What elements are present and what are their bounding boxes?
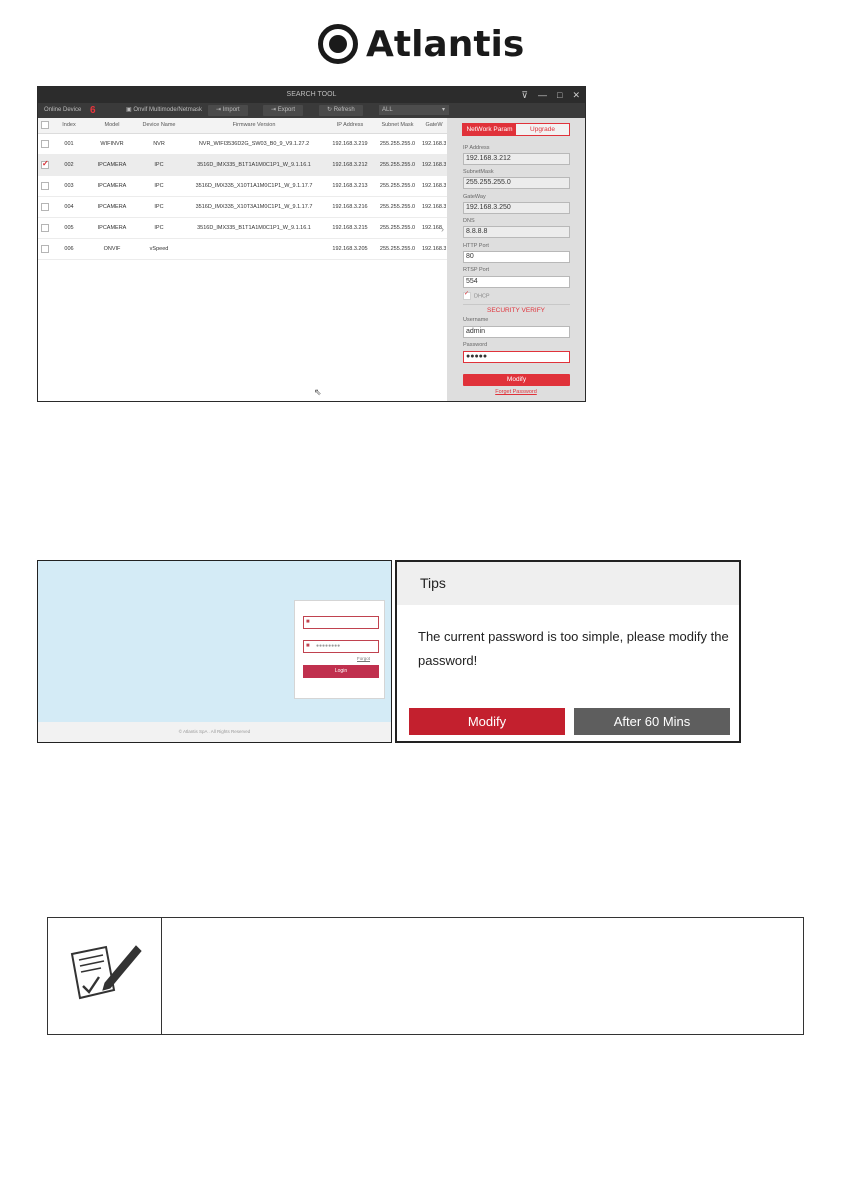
cell-name: IPC [154, 204, 164, 210]
cell-firmware: 3516D_IMX335_X10T1A1M0C1P1_W_9.1.17.7 [195, 183, 313, 189]
cell-firmware: 3516D_IMX335_X10T3A1M0C1P1_W_9.1.17.7 [195, 204, 313, 210]
filter-select[interactable]: ALL ▾ [379, 105, 449, 115]
cell-model: IPCAMERA [97, 225, 127, 231]
refresh-icon: ↻ [327, 107, 333, 113]
login-button[interactable]: Login [303, 665, 379, 678]
search-tool-window [37, 86, 586, 402]
ip-label: IP Address [463, 145, 490, 151]
rtsp-port-field[interactable]: 554 [463, 276, 570, 288]
cell-model: IPCAMERA [97, 204, 127, 210]
table-row[interactable] [38, 239, 447, 260]
password-field[interactable]: ●●●●● [463, 351, 570, 363]
logo-text: Atlantis [366, 23, 525, 65]
cell-model: WIFINVR [100, 141, 124, 147]
cell-firmware: 3516D_IMX335_B1T1A1M0C1P1_W_9.1.16.1 [197, 225, 311, 231]
row-checkbox[interactable] [41, 203, 49, 211]
col-device-name[interactable]: Device Name [142, 122, 176, 128]
panel-tabs [462, 123, 570, 136]
cell-gateway: 192.168.3 [422, 183, 446, 189]
cell-gateway: 192.168.3 [422, 141, 446, 147]
multicast-checkbox[interactable]: ▣ Onvif Multimode/Netmask [126, 107, 203, 113]
password-mask: ●●●●●●●● [316, 643, 341, 649]
window-titlebar [38, 87, 585, 103]
cell-ip: 192.168.3.213 [332, 183, 368, 189]
mouse-pointer-icon: ⇖ [314, 387, 322, 397]
scroll-right-icon[interactable]: › [441, 224, 444, 234]
divider [463, 304, 570, 305]
col-gateway[interactable]: GateW [425, 122, 443, 128]
close-icon[interactable]: ✕ [572, 90, 580, 100]
cell-name: vSpeed [149, 246, 169, 252]
select-all-checkbox[interactable] [41, 121, 49, 129]
http-port-label: HTTP Port [463, 243, 489, 249]
cell-firmware: NVR_WIFI3536D2G_SW03_B0_9_V9.1.27.2 [198, 141, 310, 147]
cell-ip: 192.168.3.219 [332, 141, 368, 147]
online-device-label: Online Device [44, 107, 82, 113]
cell-index: 003 [64, 183, 74, 189]
subnet-label: SubnetMask [463, 169, 494, 175]
cell-index: 001 [64, 141, 74, 147]
dhcp-label: DHCP [474, 293, 490, 300]
cell-gateway: 192.168 [422, 225, 442, 231]
cell-name: NVR [153, 141, 165, 147]
dropdown-menu-icon[interactable]: ⊽ [521, 90, 529, 100]
check-icon [463, 292, 471, 300]
modify-password-button[interactable]: Modify [409, 708, 565, 735]
cell-firmware: 3516D_IMX335_B1T1A1M0C1P1_W_9.1.16.1 [197, 162, 311, 168]
cell-name: IPC [154, 162, 164, 168]
logo-mark-icon [318, 24, 358, 64]
multicast-label: Onvif Multimode/Netmask [133, 107, 203, 113]
table-row[interactable] [38, 176, 447, 197]
maximize-icon[interactable]: □ [557, 90, 563, 100]
window-title: SEARCH TOOL [286, 91, 337, 98]
cell-model: ONVIF [103, 246, 121, 252]
cell-mask: 255.255.255.0 [379, 183, 416, 189]
table-row[interactable] [38, 218, 447, 239]
forgot-link[interactable]: Forgot [357, 656, 371, 661]
cell-index: 004 [64, 204, 74, 210]
tab-upgrade[interactable]: Upgrade [516, 124, 569, 135]
col-model[interactable]: Model [104, 122, 120, 128]
table-row[interactable] [38, 134, 447, 155]
note-box [47, 917, 804, 1035]
network-param-panel [447, 118, 585, 401]
table-header [38, 118, 447, 134]
refresh-button[interactable]: ↻ Refresh [319, 105, 363, 116]
cell-ip: 192.168.3.216 [332, 204, 368, 210]
http-port-field[interactable]: 80 [463, 251, 570, 263]
rtsp-port-label: RTSP Port [463, 267, 490, 273]
username-field[interactable]: admin [463, 326, 570, 338]
cell-model: IPCAMERA [97, 183, 127, 189]
col-firmware[interactable]: Firmware Version [232, 122, 276, 128]
export-button[interactable]: ⇥ Export [263, 105, 303, 116]
gateway-field[interactable]: 192.168.3.250 [463, 202, 570, 214]
subnet-mask-field[interactable]: 255.255.255.0 [463, 177, 570, 189]
table-row[interactable] [38, 197, 447, 218]
note-icon-cell [48, 918, 162, 1034]
cell-index: 005 [64, 225, 74, 231]
remind-later-button[interactable]: After 60 Mins [574, 708, 730, 735]
modify-button[interactable]: Modify [463, 374, 570, 386]
cell-mask: 255.255.255.0 [379, 225, 416, 231]
cell-mask: 255.255.255.0 [379, 246, 416, 252]
cell-index: 006 [64, 246, 74, 252]
dns-label: DNS [463, 218, 475, 224]
login-page-screenshot [37, 560, 392, 743]
minimize-icon[interactable]: — [538, 90, 548, 100]
cell-ip: 192.168.3.215 [332, 225, 368, 231]
row-checkbox[interactable] [41, 245, 49, 253]
table-row[interactable] [38, 155, 447, 176]
import-button[interactable]: ⇥ Import [208, 105, 248, 116]
login-footer: © Atlantis SpA . All Rights Reserved [38, 722, 391, 742]
dialog-message: The current password is too simple, please modify the password! [418, 629, 729, 668]
cell-mask: 255.255.255.0 [379, 162, 416, 168]
toolbar [38, 103, 585, 118]
gateway-label: GateWay [463, 194, 486, 200]
dialog-title: Tips [420, 575, 446, 591]
col-index[interactable]: Index [62, 122, 76, 128]
dialog-header [397, 562, 739, 605]
row-checkbox[interactable] [41, 224, 49, 232]
cell-name: IPC [154, 225, 164, 231]
chevron-down-icon: ▾ [441, 107, 445, 113]
row-checkbox[interactable] [41, 161, 49, 169]
username-input[interactable] [303, 616, 379, 629]
cell-ip: 192.168.3.205 [332, 246, 368, 252]
cell-name: IPC [154, 183, 164, 189]
note-pencil-icon [66, 944, 142, 1008]
user-icon: ■ [306, 619, 310, 625]
import-icon: ⇥ [216, 107, 222, 113]
dns-field[interactable]: 8.8.8.8 [463, 226, 570, 238]
username-label: Username [463, 317, 489, 323]
device-table [38, 118, 447, 401]
col-mask[interactable]: Subnet Mask [381, 122, 414, 128]
cell-index: 002 [64, 162, 74, 168]
forget-password-link[interactable]: Forget Password [495, 389, 537, 395]
ip-address-field[interactable]: 192.168.3.212 [463, 153, 570, 165]
online-device-count: 6 [90, 105, 96, 116]
cell-mask: 255.255.255.0 [379, 141, 416, 147]
tab-network-param[interactable]: NetWork Param [463, 124, 516, 135]
cell-model: IPCAMERA [97, 162, 127, 168]
atlantis-logo [318, 14, 528, 74]
col-ip[interactable]: IP Address [336, 122, 364, 128]
export-icon: ⇥ [271, 107, 277, 113]
password-label: Password [463, 342, 488, 348]
tips-dialog [395, 560, 741, 743]
login-form [294, 600, 385, 699]
cell-gateway: 192.168.3 [422, 246, 446, 252]
lock-icon: ■ [306, 643, 310, 649]
password-input[interactable] [303, 640, 379, 653]
cell-ip: 192.168.3.212 [332, 162, 368, 168]
dhcp-checkbox[interactable] [463, 292, 490, 300]
cell-gateway: 192.168.3 [422, 162, 446, 168]
cell-gateway: 192.168.3 [422, 204, 446, 210]
security-verify-heading: SECURITY VERIFY [486, 307, 546, 314]
cell-mask: 255.255.255.0 [379, 204, 416, 210]
row-checkbox[interactable] [41, 182, 49, 190]
row-checkbox[interactable] [41, 140, 49, 148]
